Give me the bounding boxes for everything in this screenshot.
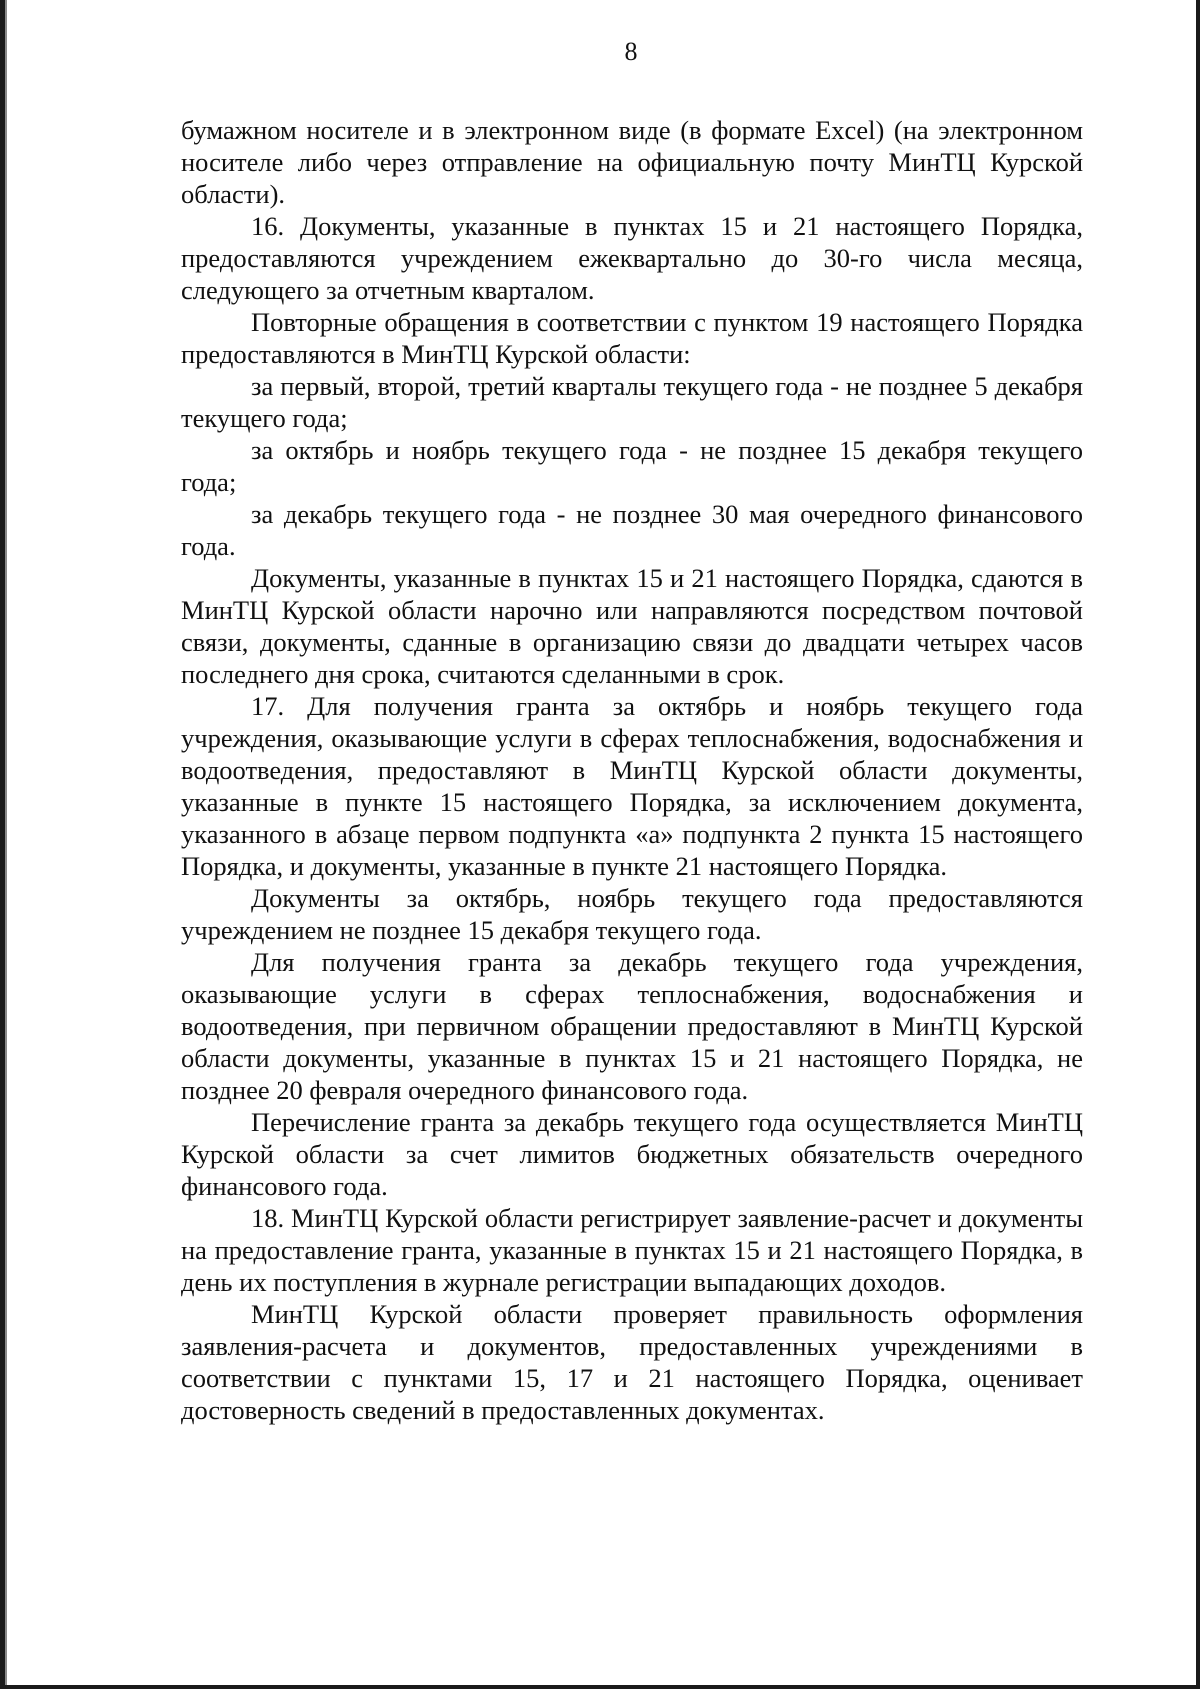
scan-border-left-shadow <box>5 0 7 1689</box>
document-body <box>181 114 1083 1426</box>
scan-border-bottom <box>0 1685 1200 1689</box>
paragraph-item-16: 16. Документы, указанные в пунктах 15 и 21 настоящего Порядка, предоставляются учреждением ежеквартально до 30-го числа месяца, следующего за отчетным кварталом. <box>181 211 1083 305</box>
paragraph-repeat-requests: Повторные обращения в соответствии с пунктом 19 настоящего Порядка предоставляются в МинТЦ Курской области: <box>181 307 1083 369</box>
paragraph-verification: МинТЦ Курской области проверяет правильность оформления заявления-расчета и документов, предоставленных учреждениями в соответствии с пунктами 15, 17 и 21 настоящего Порядка, оценивает достоверность сведений в предоставленных документах. <box>181 1299 1083 1425</box>
paragraph-submission: Документы, указанные в пунктах 15 и 21 настоящего Порядка, сдаются в МинТЦ Курской области нарочно или направляются посредством почтовой связи, документы, сданные в организацию связи до двадцати четырех часов последнего дня срока, считаются сделанными в срок. <box>181 563 1083 689</box>
scan-border-right <box>1196 0 1200 1689</box>
paragraph-december-transfer: Перечисление гранта за декабрь текущего года осуществляется МинТЦ Курской области за счет лимитов бюджетных обязательств очередного финансового года. <box>181 1107 1083 1201</box>
paragraph-item-17: 17. Для получения гранта за октябрь и ноябрь текущего года учреждения, оказывающие услуги в сферах теплоснабжения, водоснабжения и водоотведения, предоставляют в МинТЦ Курской области документы, указанные в пункте 15 настоящего Порядка, за исключением документа, указанного в абзаце первом подпункта «а» подпункта 2 пункта 15 настоящего Порядка, и документы, указанные в пункте 21 настоящего Порядка. <box>181 691 1083 881</box>
paragraph-continuation: бумажном носителе и в электронном виде (в формате Excel) (на электронном носителе либо через отправление на официальную почту МинТЦ Курской области). <box>181 115 1083 209</box>
paragraph-oct-nov-documents: Документы за октябрь, ноябрь текущего года предоставляются учреждением не позднее 15 декабря текущего года. <box>181 883 1083 945</box>
paragraph-december-grant: Для получения гранта за декабрь текущего года учреждения, оказывающие услуги в сферах теплоснабжения, водоснабжения и водоотведения, при первичном обращении предоставляют в МинТЦ Курской области документы, указанные в пунктах 15 и 21 настоящего Порядка, не позднее 20 февраля очередного финансового года. <box>181 947 1083 1105</box>
paragraph-item-18: 18. МинТЦ Курской области регистрирует заявление-расчет и документы на предоставление гранта, указанные в пунктах 15 и 21 настоящего Порядка, в день их поступления в журнале регистрации выпадающих доходов. <box>181 1203 1083 1297</box>
paragraph-deadline-oct-nov: за октябрь и ноябрь текущего года - не позднее 15 декабря текущего года; <box>181 435 1083 497</box>
paragraph-deadline-quarters: за первый, второй, третий кварталы текущего года - не позднее 5 декабря текущего года; <box>181 371 1083 433</box>
page-number: 8 <box>624 37 638 66</box>
paragraph-deadline-december: за декабрь текущего года - не позднее 30 мая очередного финансового года. <box>181 499 1083 561</box>
